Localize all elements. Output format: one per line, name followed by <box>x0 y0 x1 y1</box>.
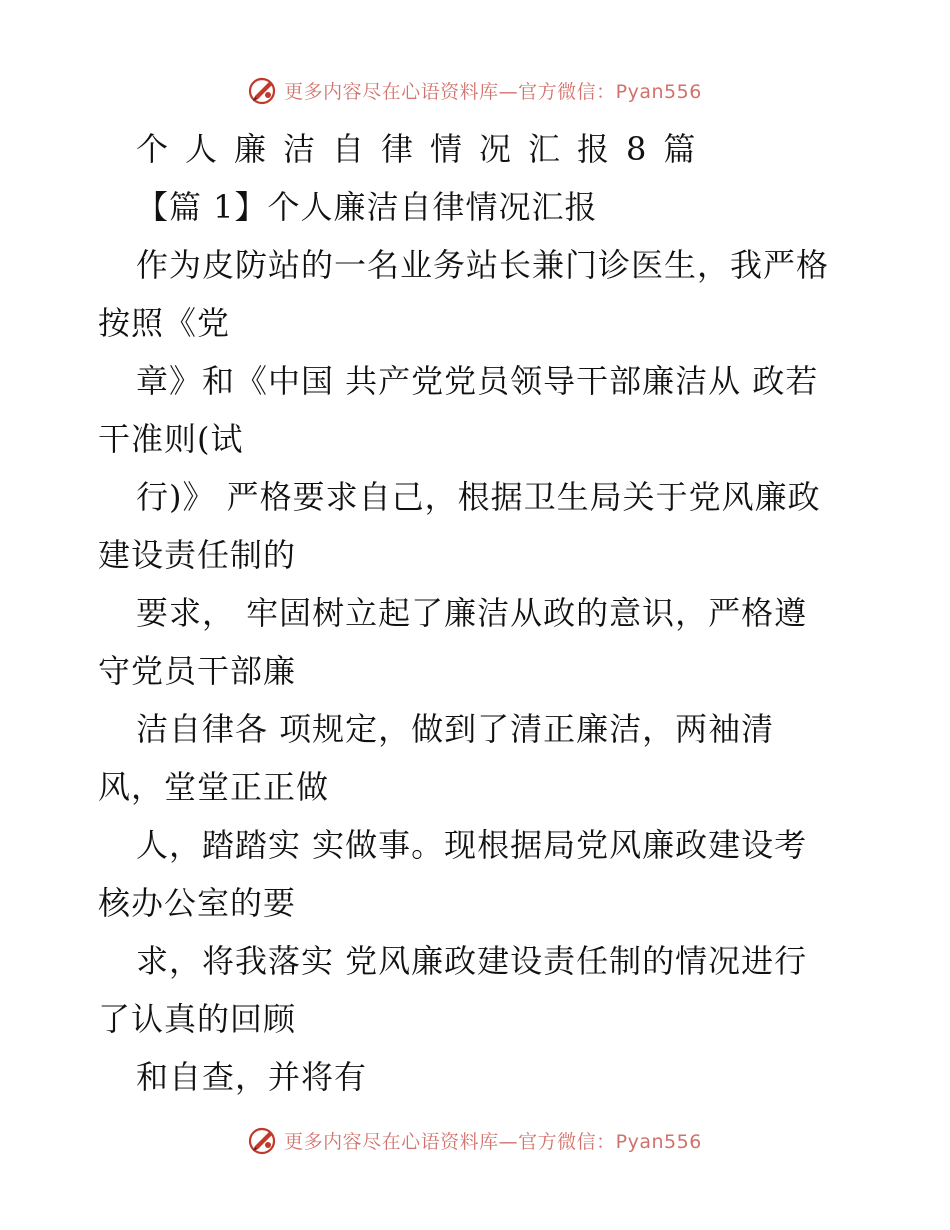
paragraph-line: 建设责任制的 <box>98 536 297 574</box>
paragraph-line: 干准则(试 <box>98 420 244 458</box>
paragraph-line: 求，将我落实 党风廉政建设责任制的情况进行 <box>136 942 808 980</box>
section-heading: 【篇 1】个人廉洁自律情况汇报 <box>136 188 598 226</box>
paragraph-line: 行)》 严格要求自己，根据卫生局关于党风廉政 <box>136 478 821 516</box>
watermark-text: 更多内容尽在心语资料库—官方微信：Pyan556 <box>284 1130 702 1153</box>
document-title: 个人廉洁自律情况汇报8篇 <box>136 130 713 168</box>
pen-logo-icon <box>248 75 278 105</box>
paragraph-line: 和自查，并将有 <box>136 1058 368 1096</box>
paragraph-line: 人，踏踏实 实做事。现根据局党风廉政建设考 <box>136 826 808 864</box>
paragraph-line: 洁自律各 项规定，做到了清正廉洁，两袖清 <box>136 710 775 748</box>
footer-watermark-banner <box>0 1122 950 1158</box>
paragraph-line: 了认真的回顾 <box>98 1000 297 1038</box>
paragraph-line: 核办公室的要 <box>98 884 297 922</box>
header-watermark-banner <box>0 72 950 108</box>
paragraph-line: 作为皮防站的一名业务站长兼门诊医生，我严格 <box>136 246 830 284</box>
paragraph-line: 守党员干部廉 <box>98 652 297 690</box>
paragraph-line: 按照《党 <box>98 304 231 342</box>
document-body <box>98 120 858 1106</box>
watermark-text: 更多内容尽在心语资料库—官方微信：Pyan556 <box>284 80 702 103</box>
pen-logo-icon <box>248 1125 278 1155</box>
paragraph-line: 要求， 牢固树立起了廉洁从政的意识，严格遵 <box>136 594 808 632</box>
paragraph-line: 风，堂堂正正做 <box>98 768 330 806</box>
paragraph-line: 章》和《中国 共产党党员领导干部廉洁从 政若 <box>136 362 819 400</box>
